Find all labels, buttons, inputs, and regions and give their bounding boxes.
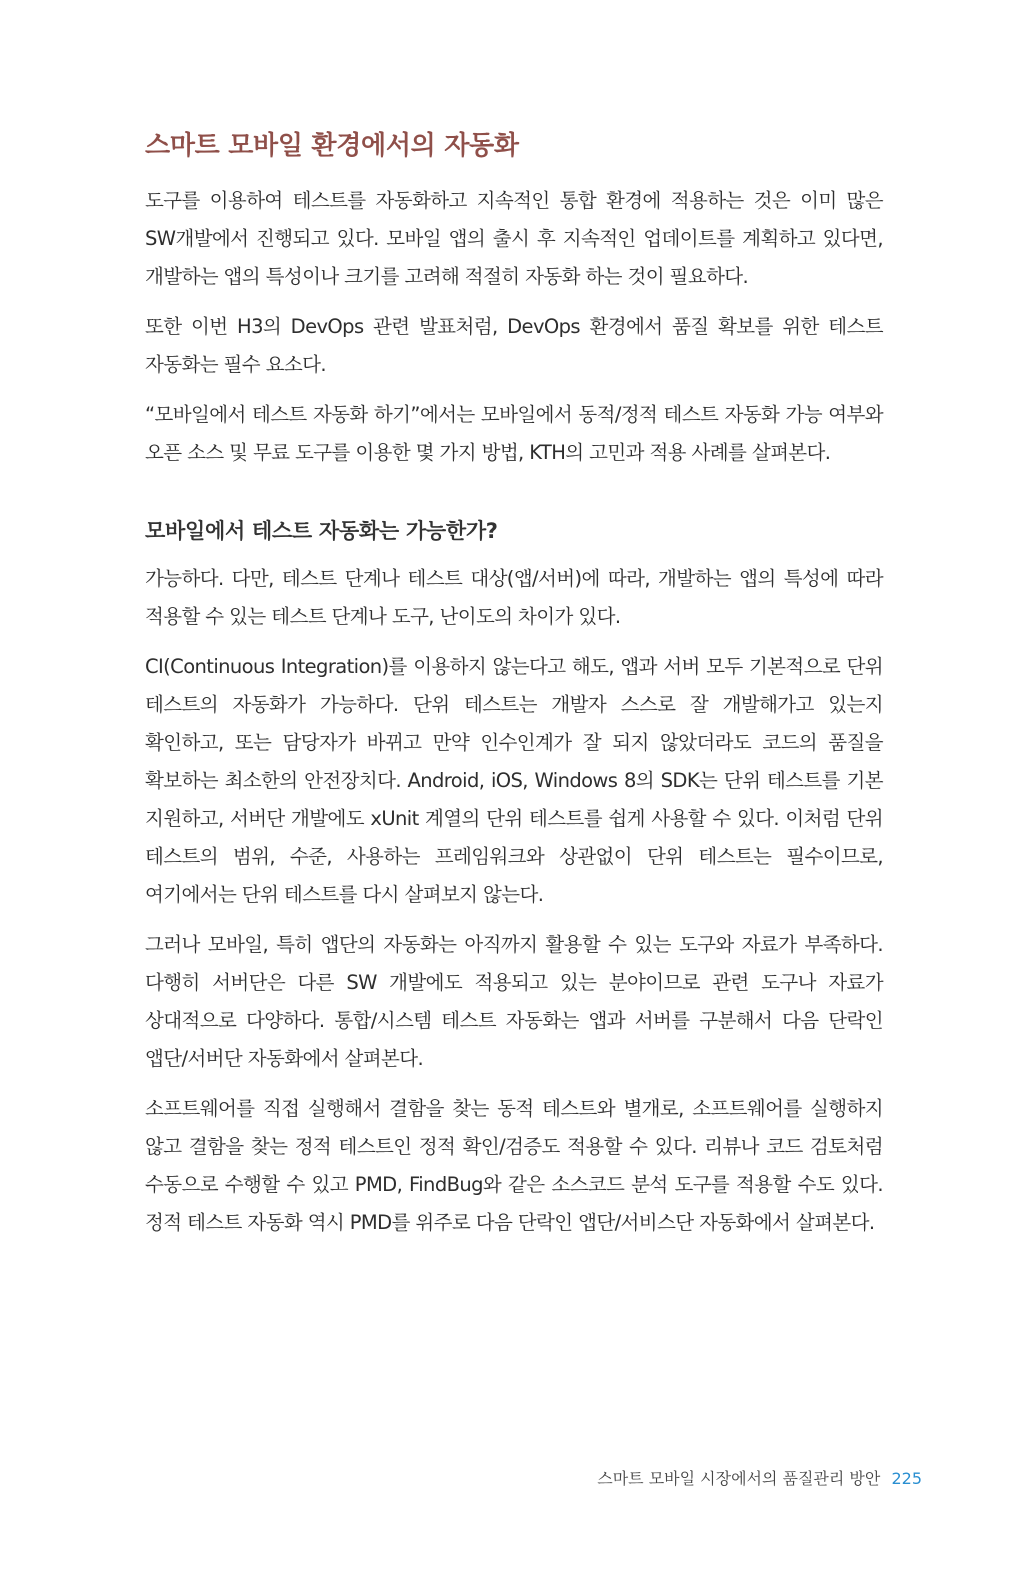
- running-title: 스마트 모바일 시장에서의 품질관리 방안: [597, 1469, 881, 1488]
- page-footer: [597, 1468, 922, 1490]
- intro-paragraph-2: 또한 이번 H3의 DevOps 관련 발표처럼, DevOps 환경에서 품질 확보를 위한 테스트 자동화는 필수 요소다.: [145, 315, 883, 376]
- body-paragraph-1: 가능하다. 다만, 테스트 단계나 테스트 대상(앱/서버)에 따라, 개발하는 앱의 특성에 따라 적용할 수 있는 테스트 단계나 도구, 난이도의 차이가 있다.: [145, 567, 883, 628]
- page-number: 225: [891, 1469, 922, 1488]
- intro-paragraph-3: “모바일에서 테스트 자동화 하기”에서는 모바일에서 동적/정적 테스트 자동화 가능 여부와 오픈 소스 및 무료 도구를 이용한 몇 가지 방법, KTH의 고민과 적용 사례를 살펴본다.: [145, 403, 883, 464]
- page-content: [145, 128, 883, 1254]
- section-title: 스마트 모바일 환경에서의 자동화: [145, 131, 519, 161]
- body-paragraph-2: CI(Continuous Integration)를 이용하지 않는다고 해도, 앱과 서버 모두 기본적으로 단위 테스트의 자동화가 가능하다. 단위 테스트는 개발자 스스로 잘 개발해가고 있는지 확인하고, 또는 담당자가 바뀌고 만약 인수인계가 잘 되지 않았더라도 코드의 품질을 확보하는 최소한의 안전장치다. Android, iOS, Windows 8의 SDK는 단위 테스트를 기본 지원하고, 서버단 개발에도 xUnit 계열의 단위 테스트를 쉽게 사용할 수 있다. 이처럼 단위 테스트의 범위, 수준, 사용하는 프레임워크와 상관없이 단위 테스트는 필수이므로, 여기에서는 단위 테스트를 다시 살펴보지 않는다.: [145, 655, 883, 906]
- subheading: 모바일에서 테스트 자동화는 가능한가?: [145, 519, 498, 543]
- intro-paragraph-1: 도구를 이용하여 테스트를 자동화하고 지속적인 통합 환경에 적용하는 것은 이미 많은 SW개발에서 진행되고 있다. 모바일 앱의 출시 후 지속적인 업데이트를 계획하고 있다면, 개발하는 앱의 특성이나 크기를 고려해 적절히 자동화 하는 것이 필요하다.: [145, 189, 883, 288]
- body-paragraph-4: 소프트웨어를 직접 실행해서 결함을 찾는 동적 테스트와 별개로, 소프트웨어를 실행하지 않고 결함을 찾는 정적 테스트인 정적 확인/검증도 적용할 수 있다. 리뷰나 코드 검토처럼 수동으로 수행할 수 있고 PMD, FindBug와 같은 소스코드 분석 도구를 적용할 수도 있다. 정적 테스트 자동화 역시 PMD를 위주로 다음 단락인 앱단/서비스단 자동화에서 살펴본다.: [145, 1097, 883, 1234]
- body-paragraph-3: 그러나 모바일, 특히 앱단의 자동화는 아직까지 활용할 수 있는 도구와 자료가 부족하다. 다행히 서버단은 다른 SW 개발에도 적용되고 있는 분야이므로 관련 도구나 자료가 상대적으로 다양하다. 통합/시스템 테스트 자동화는 앱과 서버를 구분해서 다음 단락인 앱단/서버단 자동화에서 살펴본다.: [145, 933, 883, 1070]
